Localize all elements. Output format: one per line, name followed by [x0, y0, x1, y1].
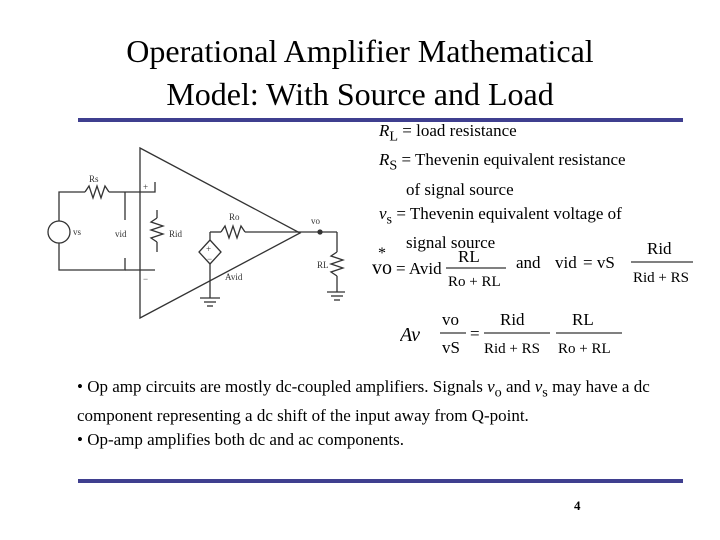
eq1-star: * — [378, 245, 386, 262]
svg-text:=: = — [470, 324, 480, 343]
title-line-2: Model: With Source and Load — [166, 76, 554, 112]
label-avid: Avid — [225, 272, 243, 282]
eq1-den: Ro + RL — [448, 274, 501, 290]
rl-resistor-icon — [331, 252, 343, 276]
label-minus-src: − — [207, 254, 213, 264]
voltage-source-icon — [48, 221, 70, 243]
label-vs: vs — [73, 227, 82, 237]
title-line-1: Operational Amplifier Mathematical — [126, 33, 594, 69]
equation-av-graphic — [400, 305, 630, 365]
equation-vo-graphic — [370, 238, 510, 298]
eq3-lhs: Av — [400, 324, 420, 346]
slide-title — [40, 30, 680, 116]
eq3-f2-num: Rid — [500, 310, 525, 329]
op-amp-circuit-diagram — [45, 140, 345, 325]
equation-vid-graphic — [555, 234, 695, 294]
def-vs: $v_s$ = Thevenin equivalent voltage of — [379, 203, 622, 228]
rs-resistor-icon — [85, 186, 109, 198]
label-plus-src: + — [206, 244, 212, 254]
def-rs: $R_S$ = Thevenin equivalent resistance — [379, 150, 626, 174]
eq3-frac-den: vS — [442, 338, 460, 357]
eq1-lhs: vo — [372, 257, 392, 279]
def-vs-cont: signal source — [406, 233, 496, 253]
eq2-den: Rid + RS — [633, 270, 689, 286]
bottom-divider — [78, 479, 683, 483]
equation-vid — [555, 234, 695, 299]
label-minus-in: − — [143, 274, 149, 284]
bullet-1: • Op amp circuits are mostly dc-coupled amplifiers. Signals $v_o$ and $v_s$ may have a dc component representing a dc shift of the input away from Q-point. — [77, 377, 650, 426]
op-amp-triangle — [140, 148, 300, 318]
label-rl: RL — [317, 260, 329, 270]
def-rs-cont: of signal source — [406, 179, 514, 199]
eq1-rhs: = Avid — [396, 259, 442, 278]
page-number: 4 — [574, 498, 581, 513]
eq2-num: Rid — [647, 239, 672, 258]
label-rid: Rid — [169, 229, 183, 239]
and-word: and — [516, 253, 541, 272]
label-ro: Ro — [229, 212, 240, 222]
bullet-list — [77, 375, 687, 452]
eq2-rhs: = vS — [583, 253, 615, 272]
equation-av — [400, 305, 630, 370]
eq3-f2-den: Rid + RS — [484, 341, 540, 357]
equation-vo — [370, 238, 510, 303]
label-vid: vid — [115, 229, 127, 239]
eq2-lhs: vid — [555, 253, 577, 272]
eq3-frac-num: vo — [442, 310, 459, 329]
label-rs: Rs — [89, 174, 99, 184]
label-plus-in: + — [143, 182, 149, 192]
eq3-f3-den: Ro + RL — [558, 341, 611, 357]
label-vo: vo — [311, 216, 320, 226]
eq1-num: RL — [458, 247, 480, 266]
def-rl: $R_L$ = load resistance — [379, 121, 517, 145]
bullet-2: • Op-amp amplifies both dc and ac components. — [77, 430, 404, 450]
ro-resistor-icon — [221, 226, 245, 238]
eq3-f3-num: RL — [572, 310, 594, 329]
rid-resistor-icon — [151, 218, 163, 242]
